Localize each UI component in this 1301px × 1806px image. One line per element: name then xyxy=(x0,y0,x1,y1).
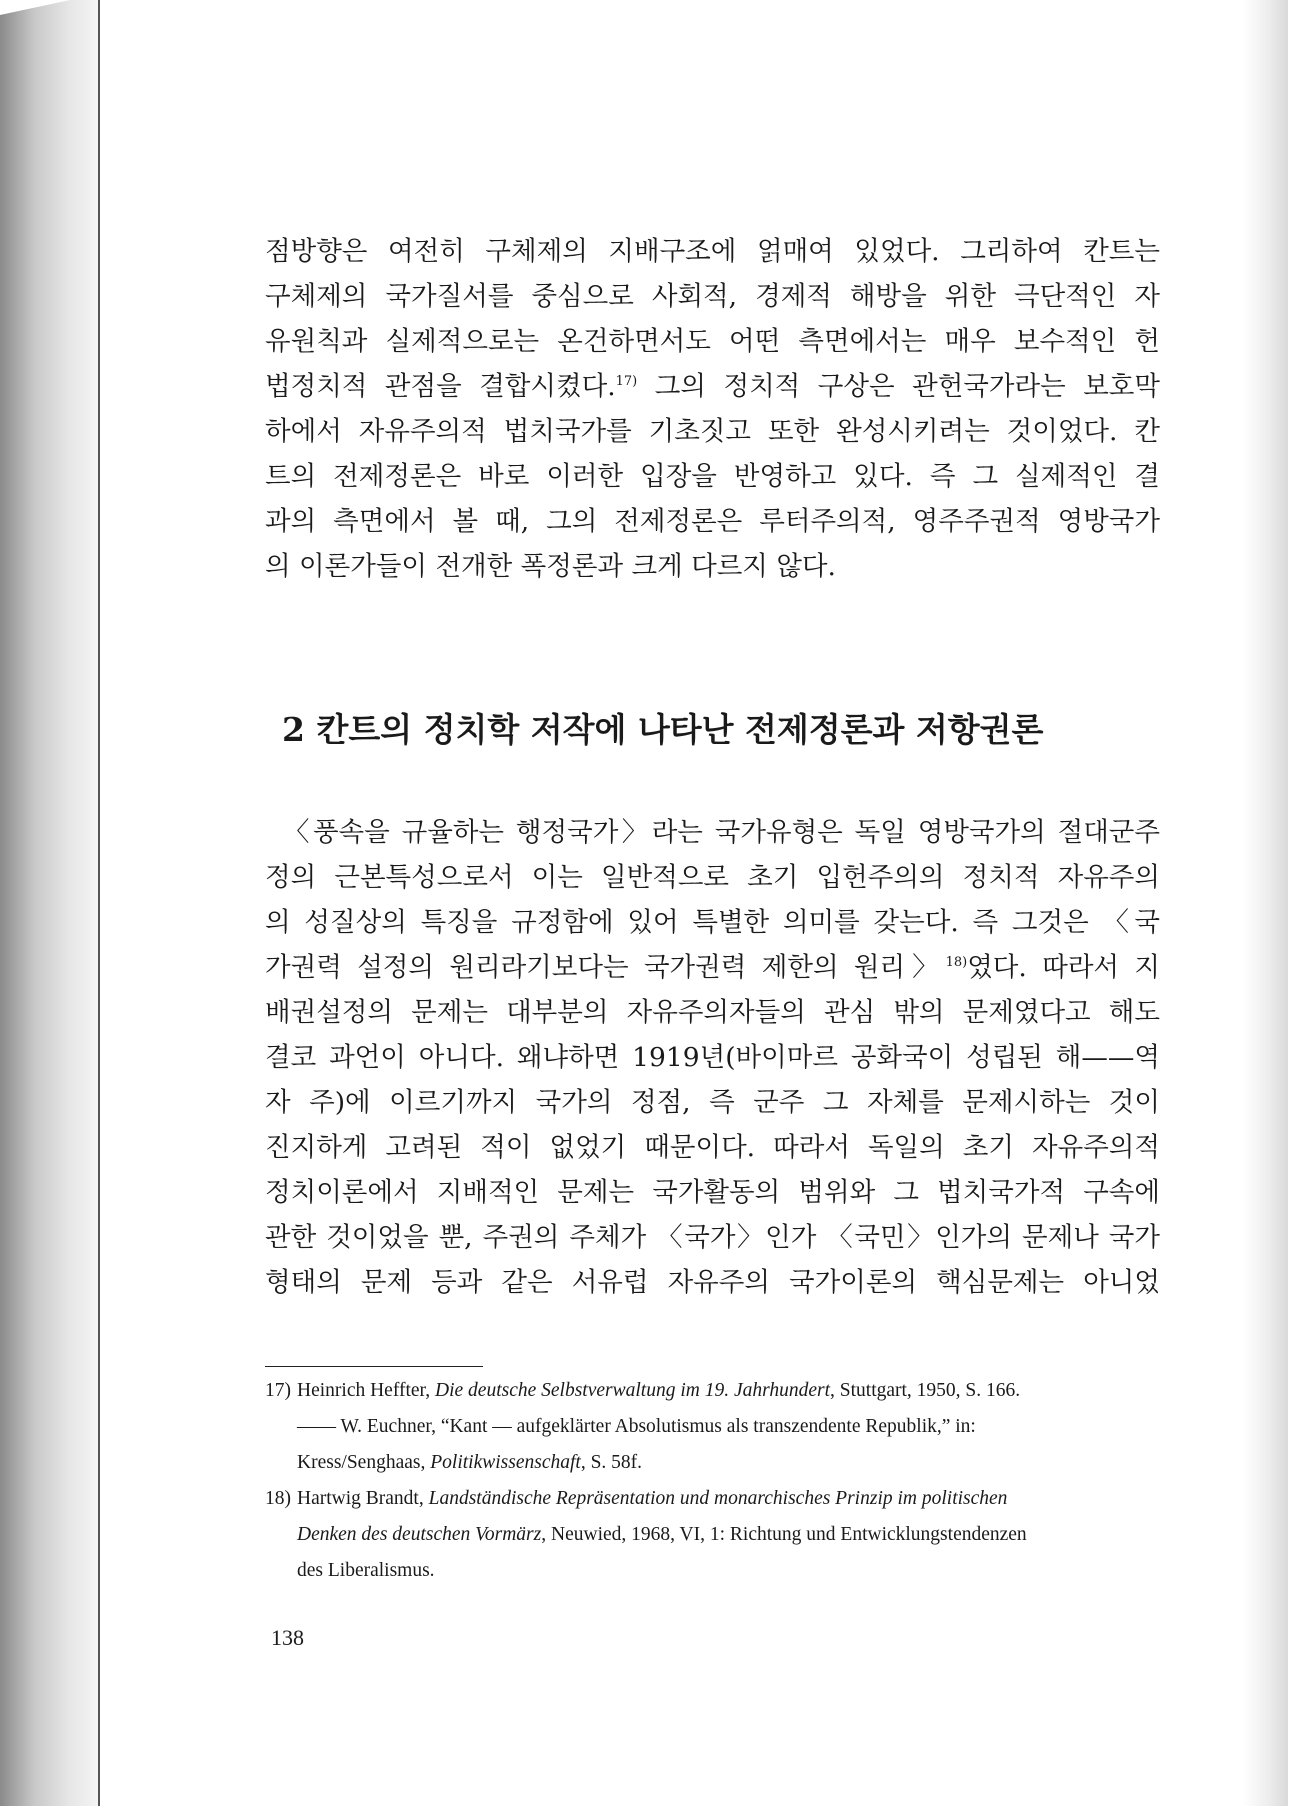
footnote-17 xyxy=(265,1373,1160,1409)
footnotes xyxy=(265,1373,1160,1589)
body-paragraph-top xyxy=(265,229,1160,589)
footnote-line: —— W. Euchner, “Kant — aufgeklärter Absolutismus als transzendente Republik,” in: xyxy=(297,1416,976,1437)
footnote-text: , Neuwied, 1968, VI, 1: Richtung und Entwicklungstendenzen xyxy=(541,1524,1027,1545)
body-line-text: 그의 정치적 구상은 관헌국가라는 보호막 xyxy=(637,371,1160,402)
body-line: 결코 과언이 아니다. 왜냐하면 1919년(바이마르 공화국이 성립된 해——역 xyxy=(265,1042,1160,1073)
body-line: 배권설정의 문제는 대부분의 자유주의자들의 관심 밖의 문제였다고 해도 xyxy=(265,997,1160,1028)
footnote-title: Politikwissenschaft xyxy=(430,1452,581,1473)
body-line xyxy=(265,945,1160,990)
footnote-author: Kress/Senghaas, xyxy=(297,1452,431,1473)
footnote-line xyxy=(291,1481,1007,1517)
footnote-line: des Liberalismus. xyxy=(297,1560,435,1581)
body-line: 의 성질상의 특징을 규정함에 있어 특별한 의미를 갖는다. 즉 그것은 〈국 xyxy=(265,907,1160,938)
page-shadow xyxy=(1243,0,1288,1806)
footnote-line xyxy=(265,1445,1160,1481)
footnote-author: Hartwig Brandt, xyxy=(297,1488,429,1509)
body-paragraph-bottom xyxy=(265,810,1160,1305)
footnote-number: 18) xyxy=(265,1488,291,1509)
body-line: 구체제의 국가질서를 중심으로 사회적, 경제적 해방을 위한 극단적인 자 xyxy=(265,281,1160,312)
body-line: 트의 전제정론은 바로 이러한 입장을 반영하고 있다. 즉 그 실제적인 결 xyxy=(265,461,1160,492)
body-line: 〈풍속을 규율하는 행정국가〉라는 국가유형은 독일 영방국가의 절대군주 xyxy=(283,817,1160,848)
footnote-text: , S. 58f. xyxy=(580,1452,643,1473)
section-heading: 2 칸트의 정치학 저작에 나타난 전제정론과 저항권론 xyxy=(282,710,1044,749)
footnote-text: , Stuttgart, 1950, S. 166. xyxy=(830,1380,1021,1401)
body-line: 하에서 자유주의적 법치국가를 기초짓고 또한 완성시키려는 것이었다. 칸 xyxy=(265,416,1160,447)
body-line: 점방향은 여전히 구체제의 지배구조에 얽매여 있었다. 그리하여 칸트는 xyxy=(265,236,1160,267)
body-line-text: 법정치적 관점을 결합시켰다. xyxy=(265,371,616,402)
book-edge xyxy=(0,0,98,1806)
footnote-ref-18: 18) xyxy=(945,955,968,971)
body-line-text: 였다. 따라서 지 xyxy=(967,952,1161,983)
body-line: 정의 근본특성으로서 이는 일반적으로 초기 입헌주의의 정치적 자유주의 xyxy=(265,862,1160,893)
page-number: 138 xyxy=(271,1625,304,1650)
body-line: 진지하게 고려된 적이 없었기 때문이다. 따라서 독일의 초기 자유주의적 xyxy=(265,1132,1160,1163)
body-line: 정치이론에서 지배적인 문제는 국가활동의 범위와 그 법치국가적 구속에 xyxy=(265,1177,1160,1208)
body-line xyxy=(265,364,1160,409)
footnote-author: Heinrich Heffter, xyxy=(297,1380,436,1401)
body-line: 과의 측면에서 볼 때, 그의 전제정론은 루터주의적, 영주주권적 영방국가 xyxy=(265,506,1160,537)
body-line: 유원칙과 실제적으로는 온건하면서도 어떤 측면에서는 매우 보수적인 헌 xyxy=(265,326,1160,357)
body-line: 관한 것이었을 뿐, 주권의 주체가 〈국가〉인가 〈국민〉인가의 문제나 국가 xyxy=(265,1222,1160,1253)
body-line: 형태의 문제 등과 같은 서유럽 자유주의 국가이론의 핵심문제는 아니었 xyxy=(265,1267,1160,1298)
footnote-line xyxy=(291,1373,1020,1409)
footnote-title: Die deutsche Selbstverwaltung im 19. Jahrhundert xyxy=(435,1380,831,1401)
footnote-title: Denken des deutschen Vormärz xyxy=(297,1524,542,1545)
footnote-title: Landständische Repräsentation und monarchisches Prinzip im politischen xyxy=(428,1488,1008,1509)
body-line-text: 가권력 설정의 원리라기보다는 국가권력 제한의 원리〉 xyxy=(265,952,946,983)
footnote-line xyxy=(265,1517,1160,1553)
footnote-number: 17) xyxy=(265,1380,291,1401)
footnote-ref-17: 17) xyxy=(615,374,638,390)
body-line: 자 주)에 이르기까지 국가의 정점, 즉 군주 그 자체를 문제시하는 것이 xyxy=(265,1087,1160,1118)
footnote-divider xyxy=(265,1366,483,1367)
footnote-18 xyxy=(265,1481,1160,1517)
body-line: 의 이론가들이 전개한 폭정론과 크게 다르지 않다. xyxy=(265,551,836,582)
